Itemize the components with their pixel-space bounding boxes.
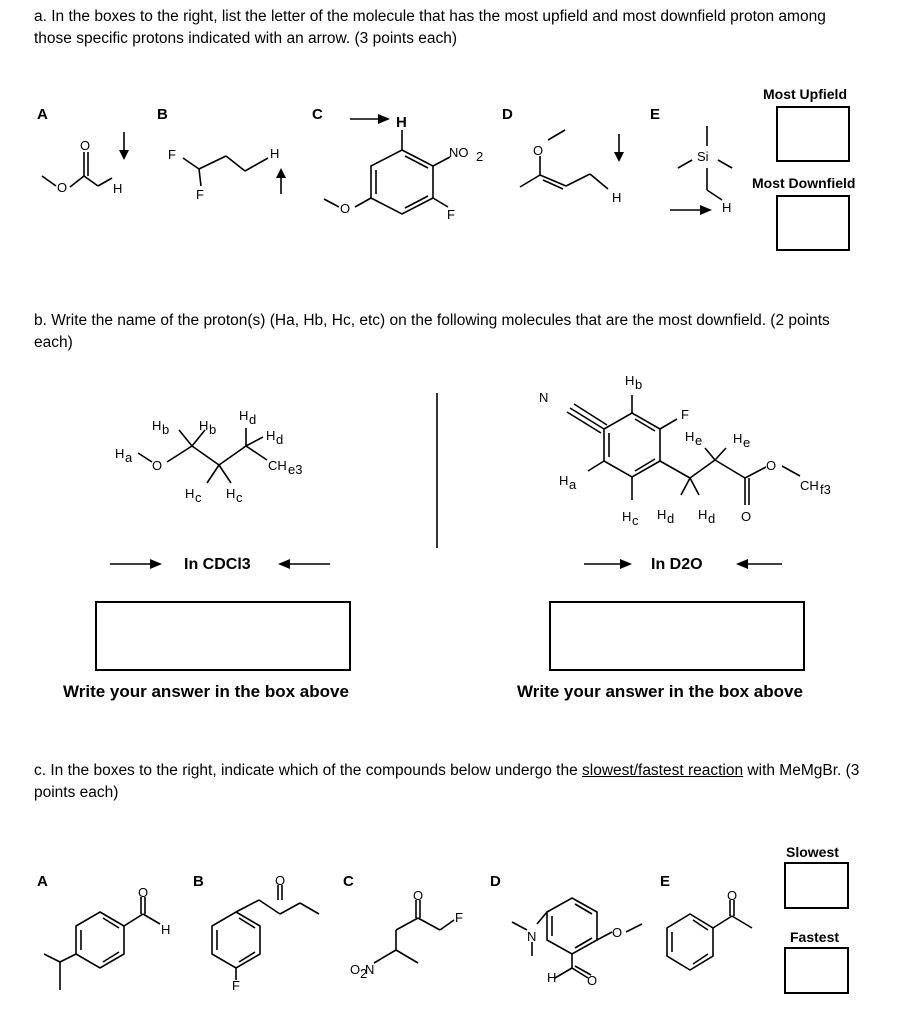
svg-text:H: H — [625, 373, 635, 388]
molecule-label-c: C — [312, 106, 323, 123]
svg-text:O: O — [138, 885, 149, 900]
svg-text:a: a — [569, 477, 577, 492]
svg-text:O: O — [340, 201, 351, 216]
svg-text:O: O — [152, 458, 163, 473]
svg-text:O: O — [741, 509, 752, 524]
svg-text:a: a — [125, 450, 133, 465]
svg-text:N: N — [527, 929, 537, 944]
svg-text:H: H — [266, 428, 276, 443]
svg-text:H: H — [622, 509, 632, 524]
svg-text:CH: CH — [800, 478, 819, 493]
svg-text:F: F — [168, 147, 176, 162]
svg-text:c: c — [236, 490, 243, 505]
right-solvent-label: In D2O — [651, 556, 703, 573]
svg-text:f3: f3 — [820, 482, 831, 497]
svg-text:F: F — [447, 207, 455, 222]
svg-text:H: H — [270, 146, 280, 161]
svg-text:d: d — [708, 511, 716, 526]
most-downfield-label: Most Downfield — [752, 175, 856, 191]
svg-text:b: b — [162, 422, 170, 437]
svg-text:2: 2 — [476, 149, 484, 164]
part-a-question: a. In the boxes to the right, list the letter of the molecule that has the most upfield and most downfield proton among those specific protons indicated with an arrow. (3 points each) — [34, 8, 826, 47]
svg-text:d: d — [667, 511, 675, 526]
svg-text:N: N — [365, 962, 375, 977]
svg-text:b: b — [209, 422, 217, 437]
slowest-answer-box[interactable] — [784, 862, 849, 909]
molecule-label-a: A — [37, 106, 48, 123]
svg-text:O: O — [413, 888, 424, 903]
svg-text:NO: NO — [449, 145, 469, 160]
svg-text:CH: CH — [268, 458, 287, 473]
svg-text:c: c — [195, 490, 202, 505]
svg-text:O: O — [57, 180, 68, 195]
svg-text:O: O — [766, 458, 777, 473]
svg-text:H: H — [698, 507, 708, 522]
svg-text:F: F — [455, 910, 463, 925]
svg-text:O: O — [533, 143, 544, 158]
svg-text:H: H — [226, 486, 236, 501]
svg-text:F: F — [681, 407, 689, 422]
svg-text:e: e — [743, 435, 751, 450]
svg-text:b: b — [635, 377, 643, 392]
right-answer-prompt: Write your answer in the box above — [517, 682, 803, 701]
molecule-label-e: E — [650, 106, 661, 123]
svg-text:O: O — [350, 962, 361, 977]
molecule-label-b: B — [157, 106, 168, 123]
left-answer-prompt: Write your answer in the box above — [63, 682, 349, 701]
right-answer-box[interactable] — [549, 601, 805, 671]
svg-text:H: H — [559, 473, 569, 488]
svg-text:d: d — [276, 432, 284, 447]
svg-text:F: F — [232, 978, 240, 993]
svg-text:O: O — [80, 138, 91, 153]
svg-text:H: H — [161, 922, 171, 937]
slowest-label: Slowest — [786, 844, 839, 860]
svg-text:H: H — [685, 429, 695, 444]
svg-text:H: H — [722, 200, 732, 215]
svg-text:H: H — [733, 431, 743, 446]
compound-label-d: D — [490, 873, 501, 890]
svg-text:H: H — [152, 418, 162, 433]
svg-text:c: c — [632, 513, 639, 528]
fastest-answer-box[interactable] — [784, 947, 849, 994]
left-answer-box[interactable] — [95, 601, 351, 671]
svg-text:H: H — [547, 970, 557, 985]
compound-label-e: E — [660, 873, 671, 890]
svg-text:F: F — [196, 187, 204, 202]
part-c-question — [34, 760, 864, 804]
svg-text:O: O — [612, 925, 623, 940]
svg-text:e: e — [695, 433, 703, 448]
svg-text:H: H — [185, 486, 195, 501]
svg-text:H: H — [657, 507, 667, 522]
part-c-question-start: c. In the boxes to the right, indicate which of the compounds below undergo the — [34, 762, 583, 779]
compound-label-a: A — [37, 873, 48, 890]
svg-text:d: d — [249, 412, 257, 427]
svg-text:e3: e3 — [288, 462, 303, 477]
svg-text:H: H — [612, 190, 622, 205]
svg-text:H: H — [396, 114, 407, 131]
fastest-label: Fastest — [790, 929, 840, 945]
most-upfield-label: Most Upfield — [763, 86, 847, 102]
svg-text:H: H — [199, 418, 209, 433]
svg-text:Si: Si — [697, 149, 709, 164]
compound-label-c: C — [343, 873, 354, 890]
svg-text:O: O — [275, 873, 286, 888]
svg-text:2: 2 — [360, 966, 368, 981]
part-c-question-end: with MeMgBr. (3 points each) — [34, 762, 860, 801]
part-c-question-underlined: slowest/fastest reaction — [582, 762, 744, 779]
molecule-label-d: D — [502, 106, 513, 123]
svg-text:H: H — [115, 446, 125, 461]
svg-text:H: H — [113, 181, 123, 196]
compound-label-b: B — [193, 873, 204, 890]
part-b-question: b. Write the name of the proton(s) (Ha, Hb, Hc, etc) on the following molecules that are the most downfield. (2 points each) — [34, 312, 830, 351]
svg-text:H: H — [239, 408, 249, 423]
svg-text:O: O — [727, 888, 738, 903]
svg-text:O: O — [587, 973, 598, 988]
left-solvent-label: In CDCl3 — [184, 556, 251, 573]
svg-text:N: N — [539, 390, 549, 405]
